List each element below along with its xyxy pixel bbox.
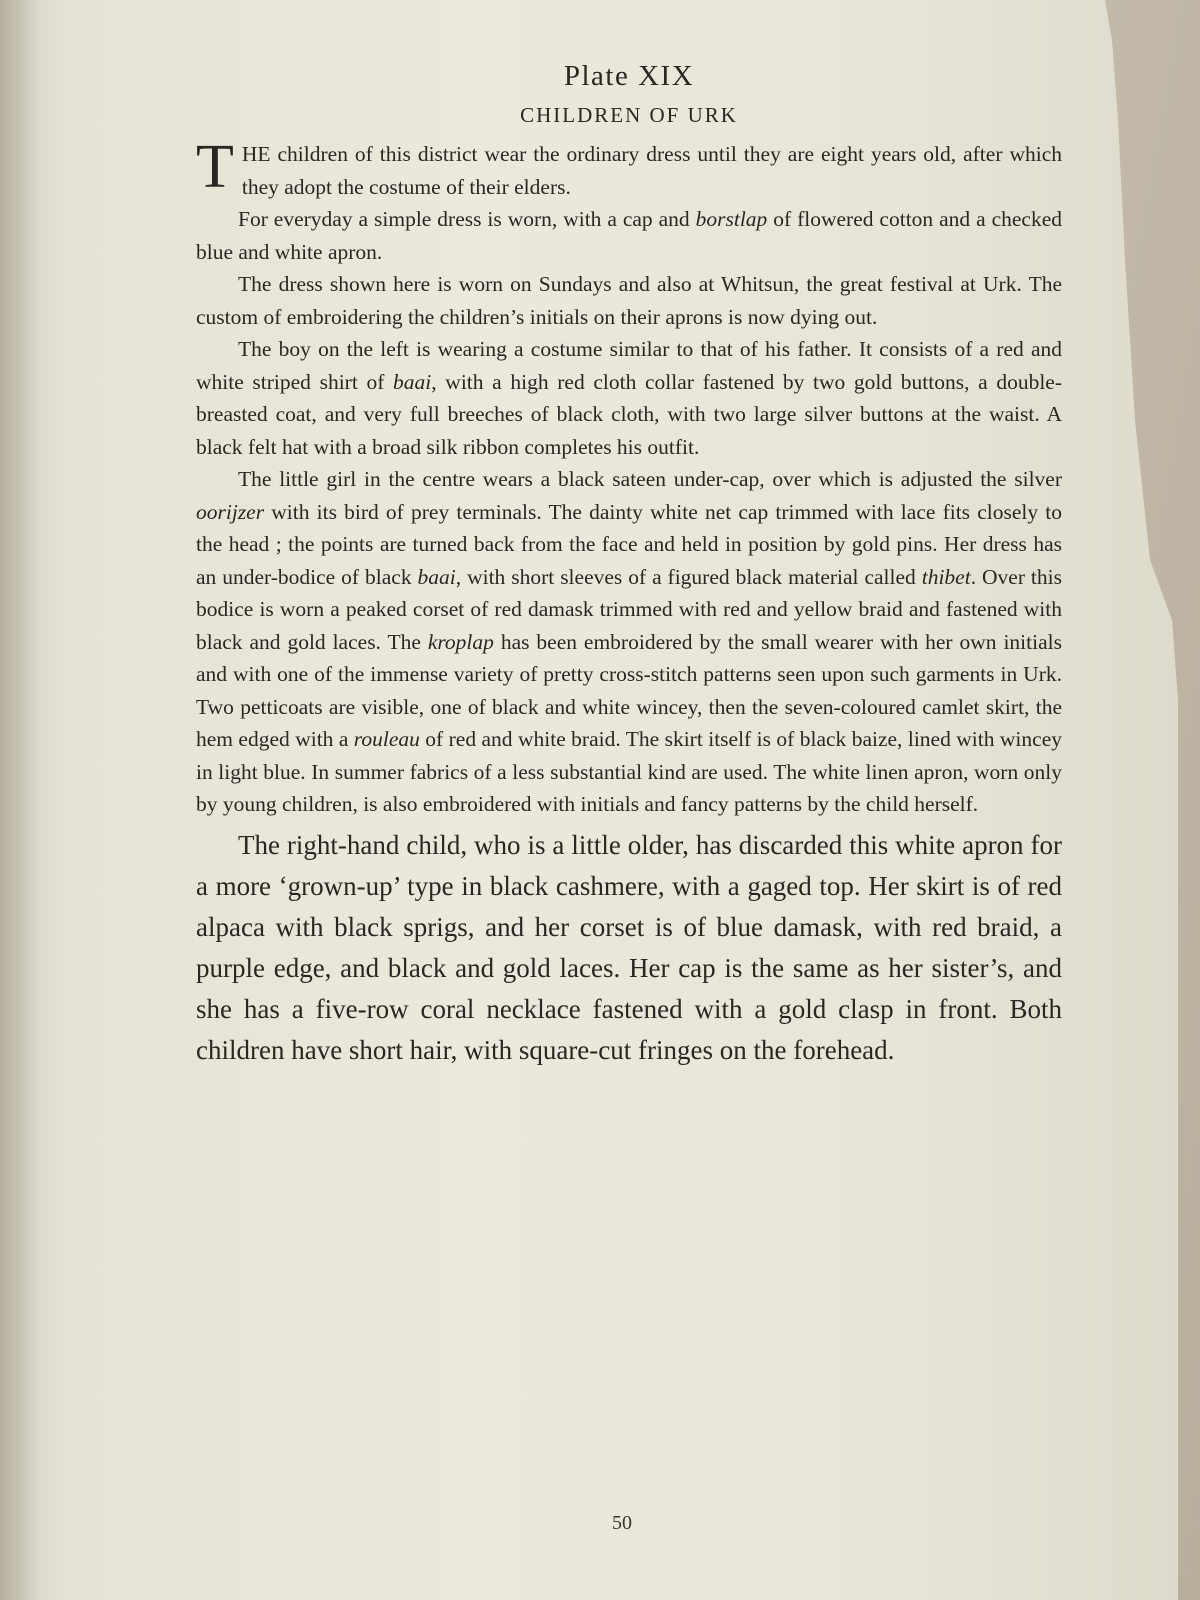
text-segment: of flowered cotton and a checked blue and white apron. xyxy=(196,207,1062,264)
italic-term: borstlap xyxy=(695,207,768,231)
italic-term: kroplap xyxy=(427,629,494,654)
paragraph xyxy=(196,825,1062,1071)
text-segment: with its bird of prey terminals. The dainty white net cap trimmed with lace fits closely to the head ; the points are turned back from the face and held in position by gold pins. Her dress has an under-bodice of black xyxy=(196,499,1062,589)
italic-term: baai xyxy=(417,564,456,589)
italic-term: rouleau xyxy=(353,727,420,751)
italic-term: baai xyxy=(393,369,432,394)
page-gutter-shadow xyxy=(0,0,40,1600)
italic-term: thibet xyxy=(921,564,971,589)
text-segment: The little girl in the centre wears a black sateen under-cap, over which is adjusted the silver xyxy=(238,467,1062,491)
text-segment: The right-hand child, who is a little older, has discarded this white apron for a more ‘grown-up’ type in black cashmere, with a gaged top. Her skirt is of red alpaca with black sprigs, and her corset is of blue damask, with red braid, a purple edge, and black and gold laces. Her cap is the same as her sister’s, and she has a five-row coral necklace fastened with a gold clasp in front. Both children have short hair, with square-cut fringes on the forehead. xyxy=(196,829,1062,1065)
paragraph xyxy=(196,203,1062,268)
text-segment: has been embroidered by the small wearer with her own initials and with one of the immense variety of pretty cross-stitch patterns seen upon such garments in Urk. Two petticoats are visible, one of black and white wincey, then the seven-coloured camlet skirt, the hem edged with a xyxy=(196,629,1062,751)
paragraph xyxy=(196,268,1062,333)
page-number: 50 xyxy=(612,1512,632,1534)
text-segment: . Over this bodice is worn a peaked corset of red damask trimmed with red and yellow braid and fastened with black and gold laces. The xyxy=(196,564,1062,654)
plate-subtitle: CHILDREN OF URK xyxy=(520,103,738,127)
italic-term: oorijzer xyxy=(196,499,265,524)
text-segment: The boy on the left is wearing a costume similar to that of his father. It consists of a red and white striped shirt of xyxy=(196,337,1062,394)
text-segment: , with short sleeves of a figured black material called xyxy=(455,564,922,589)
text-block xyxy=(196,60,1062,1071)
plate-title: Plate XIX xyxy=(563,60,695,92)
text-segment: HE children of this district wear the ordinary dress until they are eight years old, after which they adopt the costume of their elders. xyxy=(241,142,1062,199)
text-segment: , with a high red cloth collar fastened by two gold buttons, a double-breasted coat, and very full breeches of black cloth, with two large silver buttons at the waist. A black felt hat with a broad silk ribbon completes his outfit. xyxy=(196,369,1062,459)
paragraph xyxy=(196,333,1062,463)
paragraph xyxy=(196,133,1062,203)
drop-cap: T xyxy=(196,133,234,201)
paragraph xyxy=(196,463,1062,821)
text-segment: The dress shown here is worn on Sundays and also at Whitsun, the great festival at Urk. The custom of embroidering the children’s initials on their aprons is now dying out. xyxy=(196,272,1062,329)
text-segment: For everyday a simple dress is worn, with a cap and xyxy=(238,207,696,231)
text-segment: of red and white braid. The skirt itself is of black baize, lined with wincey in light blue. In summer fabrics of a less substantial kind are used. The white linen apron, worn only by young children, is also embroidered with initials and fancy patterns by the child herself. xyxy=(196,727,1062,816)
